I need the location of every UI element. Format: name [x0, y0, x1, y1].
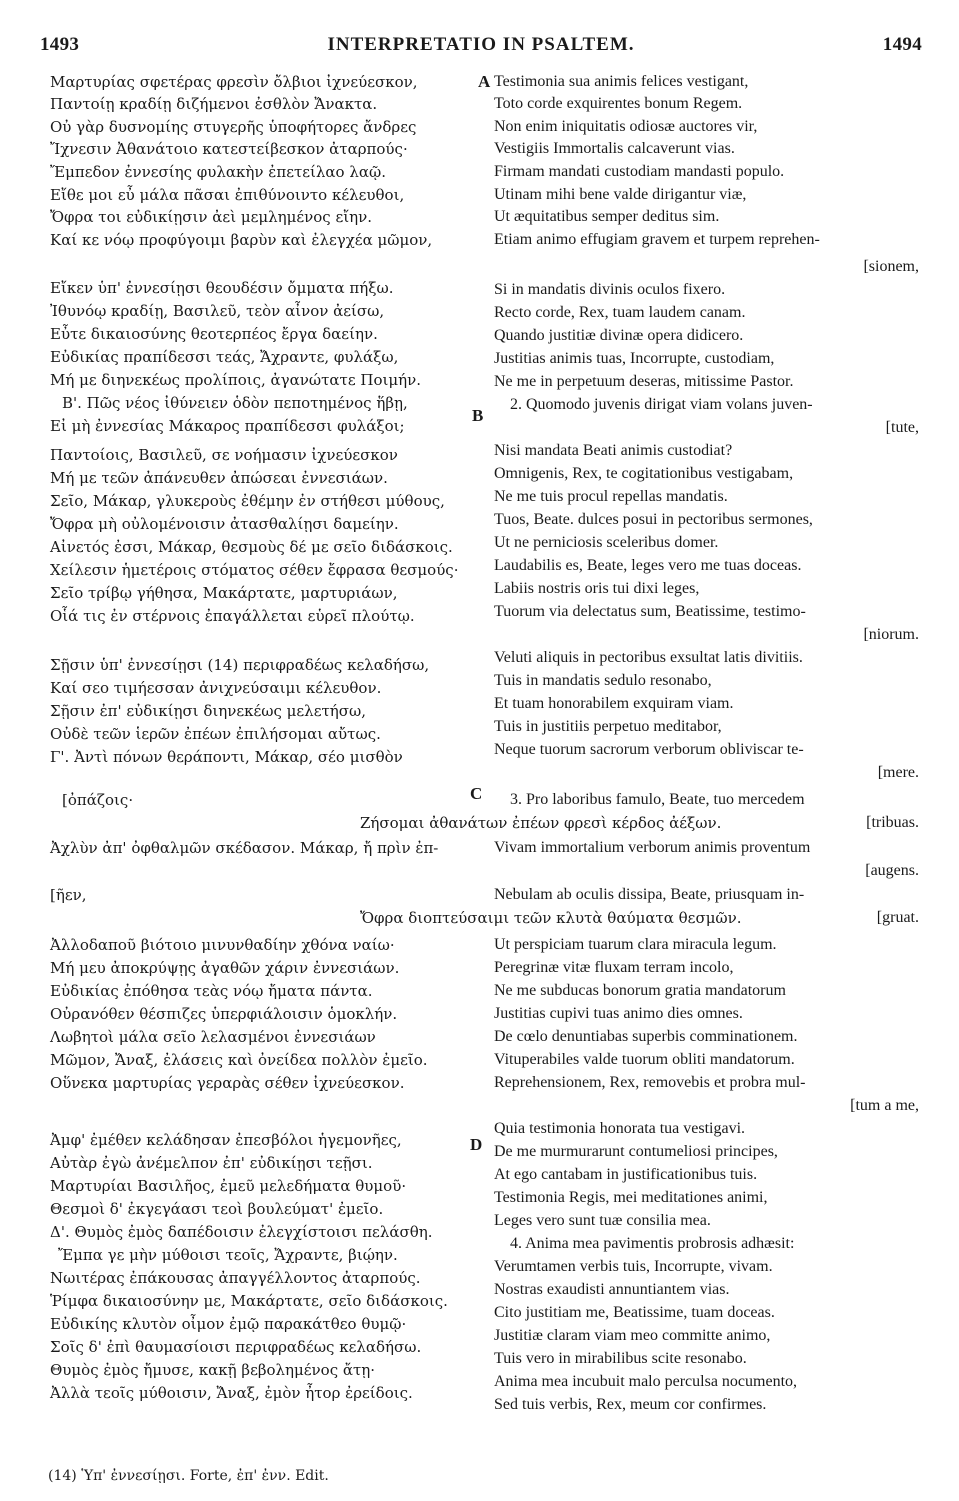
latin-line: [niorum. — [863, 626, 919, 643]
greek-line: Ζήσομαι ἀθανάτων ἐπέων φρεσὶ κέρδος ἀέξων. — [360, 814, 722, 832]
latin-line: Vestigiis Immortalis calcaverunt vias. — [494, 140, 735, 157]
margin-marker-b: B — [472, 406, 484, 425]
latin-line: [tute, — [885, 419, 919, 436]
margin-marker-c: C — [470, 784, 483, 803]
greek-line: Μή μευ ἀποκρύψῃς ἀγαθῶν χάριν ἐννεσιάων. — [50, 959, 400, 977]
latin-line: Laudabilis es, Beate, leges vero me tuas doceas. — [494, 557, 802, 574]
latin-line: Testimonia sua animis felices vestigant, — [494, 73, 749, 90]
page-number-right: 1494 — [882, 34, 922, 55]
latin-line: Etiam animo effugiam gravem et turpem reprehen- — [494, 231, 820, 248]
greek-line: Οὐ γὰρ δυσνομίης στυγερῆς ὑποφήτορες ἄνδρες — [50, 118, 417, 136]
latin-line: At ego cantabam in justificationibus tuis. — [494, 1166, 758, 1183]
latin-line: [tum a me, — [850, 1097, 919, 1114]
greek-line: Παντοίῃ κραδίῃ διζήμενοι ἐσθλὸν Ἄνακτα. — [50, 95, 378, 113]
latin-line: Firmam mandati custodiam mandasti populo. — [494, 163, 785, 180]
latin-line: Tuos, Beate. dulces posui in pectoribus sermones, — [494, 511, 813, 528]
greek-line: Καί κε νόῳ προφύγοιμι βαρὺν καὶ ἐλεγχέα μῶμον, — [50, 231, 433, 249]
latin-line: Ne me subducas bonorum gratia mandatorum — [494, 982, 786, 999]
latin-line: Ne me tuis procul repellas mandatis. — [494, 488, 728, 505]
running-title: INTERPRETATIO IN PSALTEM. — [327, 34, 635, 55]
greek-line: Μαρτυρίαι Βασιλῆος, ἐμεῦ μελεδήματα θυμοῦ· — [50, 1177, 407, 1195]
page-number-left: 1493 — [40, 34, 80, 55]
greek-line: Β'. Πῶς νέος ἰθύνειεν ὁδὸν πεποτημένος ἥβῃ, — [62, 394, 408, 412]
latin-line: Justitiæ claram viam meo committe animo, — [494, 1327, 771, 1344]
latin-line: Sed tuis verbis, Rex, meum cor confirmes. — [494, 1396, 767, 1413]
latin-line: De me murmurarunt contumeliosi principes, — [494, 1143, 778, 1160]
latin-line: Ne me in perpetuum deseras, mitissime Pastor. — [494, 373, 794, 390]
latin-line: Omnigenis, Rex, te cogitationibus vestigabam, — [494, 465, 794, 482]
greek-line: [ῆεν, — [50, 886, 87, 904]
latin-line: [tribuas. — [866, 814, 919, 831]
latin-line: Justitias cupivi tuas animo dies omnes. — [494, 1005, 743, 1022]
latin-line: [mere. — [877, 764, 919, 781]
greek-line: Οὕνεκα μαρτυρίας γεραρὰς σέθεν ἰχνεύεσκον. — [50, 1074, 405, 1092]
latin-line: Nisi mandata Beati animis custodiat? — [494, 442, 733, 459]
greek-line: Ῥίμφα δικαιοσύνην με, Μακάρτατε, σεῖο διδάσκοις. — [50, 1292, 448, 1310]
greek-line: Ἀχλὺν ἀπ' ὀφθαλμῶν σκέδασον. Μάκαρ, ἤ πρὶν ἐπ- — [50, 839, 439, 857]
greek-line: Μῶμον, Ἄναξ, ἐλάσεις καὶ ὀνείδεα πολλὸν ἐμεῖο. — [50, 1051, 428, 1069]
latin-line: Peregrinæ vitæ fluxam terram incolo, — [494, 959, 734, 976]
greek-line: Ἴχνεσιν Ἀθανάτοιο κατεστείβεσκον ἀταρπούς· — [50, 140, 408, 158]
latin-line: Anima mea incubuit malo perculsa nocumento, — [494, 1373, 798, 1390]
greek-line: Ἀμφ' ἐμέθεν κελάδησαν ἐπεσβόλοι ἡγεμονῆες, — [50, 1131, 402, 1149]
latin-line: Leges vero sunt tuæ consilia mea. — [494, 1212, 711, 1229]
greek-line: Εἴκεν ὑπ' ἐννεσίῃσι θεουδέσιν ὄμματα πήξω. — [50, 279, 394, 297]
greek-line: Σῇσιν ὑπ' ἐννεσίῃσι (14) περιφραδέως κελαδήσω, — [50, 656, 430, 674]
greek-line: Νωιτέρας ἐπάκουσας ἀπαγγέλλοντος ἀταρπούς. — [50, 1269, 421, 1287]
greek-line: Ἰθυνόῳ κραδίῃ, Βασιλεῦ, τεὸν αἶνον ἀείσω, — [50, 302, 385, 320]
greek-line: Θυμὸς ἐμὸς ἤμυσε, κακῇ βεβολημένος ἄτῃ· — [50, 1361, 376, 1379]
greek-line: Γ'. Ἀντὶ πόνων θεράποντι, Μάκαρ, σέο μισθὸν — [50, 748, 403, 766]
page-header — [40, 34, 922, 60]
latin-line: Verumtamen verbis tuis, Incorrupte, vivam. — [494, 1258, 773, 1275]
latin-line: Labiis nostris oris tui dixi leges, — [494, 580, 700, 597]
greek-line: Οὐδὲ τεῶν ἱερῶν ἐπέων ἐπιλήσομαι αὔτως. — [50, 725, 381, 743]
greek-line: Μή με τεῶν ἀπάνευθεν ἀπώσεαι ἐννεσιάων. — [50, 469, 388, 487]
greek-line: Ἔμπεδον ἐννεσίης φυλακὴν ἐπετείλαο λαῷ. — [50, 163, 386, 181]
greek-line: Ὄφρα τοι εὐδικίῃσιν ἀεὶ μεμλημένος εἴην. — [50, 208, 372, 226]
latin-line: Si in mandatis divinis oculos fixero. — [494, 281, 726, 298]
latin-line: Utinam mihi bene valde dirigantur viæ, — [494, 186, 747, 203]
greek-line: Εἰ μὴ ἐννεσίας Μάκαρος πραπίδεσσι φυλάξοι; — [50, 417, 405, 435]
greek-line: Θεσμοὶ δ' ἐκγεγάασι τεοὶ βουλεύματ' ἐμεῖο. — [50, 1200, 384, 1218]
latin-line: Vituperabiles valde tuorum obliti mandatorum. — [494, 1051, 795, 1068]
margin-marker-a: A — [478, 72, 491, 91]
latin-line: Quando justitiæ divinæ opera didicero. — [494, 327, 744, 344]
greek-line: Σεῖο τρίβῳ γήθησα, Μακάρτατε, μαρτυριάων, — [50, 584, 398, 602]
greek-line: Παντοίοις, Βασιλεῦ, σε νοήμασιν ἰχνεύεσκον — [50, 446, 398, 464]
latin-line: Vivam immortalium verborum animis proventum — [494, 839, 811, 856]
greek-line: Εὐδικίας πραπίδεσσι τεάς, Ἄχραντε, φυλάξω, — [50, 348, 399, 366]
greek-line: Καί σεο τιμήεσσαν ἀνιχνεύσαιμι κέλευθον. — [50, 679, 382, 697]
greek-line: Ἔμπα γε μὴν μύθοισι τεοῖς, Ἄχραντε, βιῴην. — [58, 1246, 398, 1264]
latin-line: [sionem, — [863, 258, 919, 275]
margin-marker-d: D — [470, 1135, 483, 1154]
greek-line: Λωβητοὶ μάλα σεῖο λελασμένοι ἐννεσιάων — [50, 1028, 376, 1046]
greek-line: Ἀλλὰ τεοῖς μύθοισιν, Ἄναξ, ἐμὸν ἦτορ ἐρείδοις. — [50, 1384, 413, 1402]
latin-line: Tuis in justitiis perpetuo meditabor, — [494, 718, 722, 735]
latin-line: 3. Pro laboribus famulo, Beate, tuo mercedem — [510, 791, 805, 808]
latin-line: Nebulam ab oculis dissipa, Beate, priusquam in- — [494, 886, 805, 903]
latin-line: Tuis vero in mirabilibus scite resonabo. — [494, 1350, 747, 1367]
latin-line: Veluti aliquis in pectoribus exsultat latis divitiis. — [494, 649, 803, 666]
latin-line: Nostras exaudisti annuntiantem vias. — [494, 1281, 730, 1298]
latin-line: Justitias animis tuas, Incorrupte, custodiam, — [494, 350, 775, 367]
greek-line: Αἰνετός ἐσσι, Μάκαρ, θεσμοὺς δέ με σεῖο διδάσκοις. — [50, 538, 453, 556]
latin-line: Quia testimonia honorata tua vestigavi. — [494, 1120, 746, 1137]
greek-line: Ὄφρα διοπτεύσαιμι τεῶν κλυτὰ θαύματα θεσμῶν. — [360, 909, 742, 927]
greek-line: Εὐδικίας ἐπόθησα τεὰς νόῳ ἤματα πάντα. — [50, 982, 373, 1000]
latin-line: Cito justitiam me, Beatissime, tuam doceas. — [494, 1304, 775, 1321]
latin-line: 4. Anima mea pavimentis probrosis adhæsit: — [510, 1235, 795, 1252]
latin-line: Ut æquitatibus semper deditus sim. — [494, 208, 720, 225]
greek-line: Σῇσιν ἐπ' εὐδικίῃσι διηνεκέως μελετήσω, — [50, 702, 366, 720]
latin-line: Toto corde exquirentes bonum Regem. — [494, 95, 743, 112]
greek-line: Ὄφρα μὴ οὐλομένοισιν ἀτασθαλίῃσι δαμείην. — [50, 515, 399, 533]
latin-line: Testimonia Regis, mei meditationes animi, — [494, 1189, 768, 1206]
footnote: (14) Ὑπ' ἐννεσίῃσι. Forte, ἐπ' ἐνν. Edit. — [48, 1468, 329, 1484]
greek-line: Οἷά τις ἐν στέρνοις ἐπαγάλλεται εὑρεῖ πλούτῳ. — [50, 607, 415, 625]
latin-line: [gruat. — [876, 909, 919, 926]
greek-line: Αὐτὰρ ἐγὼ ἀνέμελπον ἐπ' εὐδικίῃσι τεῇσι. — [50, 1154, 373, 1172]
greek-line: Δ'. Θυμὸς ἐμὸς δαπέδοισιν ἐλεγχίστοισι πελάσθη. — [50, 1223, 433, 1241]
latin-line: Recto corde, Rex, tuam laudem canam. — [494, 304, 746, 321]
latin-line: Non enim iniquitatis odiosæ auctores vir, — [494, 118, 758, 135]
greek-line: Σοῖς δ' ἐπὶ θαυμασίοισι περιφραδέως κελαδήσω. — [50, 1338, 422, 1356]
greek-line: Εἴθε μοι εὖ μάλα πᾶσαι ἐπιθύνοιντο κέλευθοι, — [50, 186, 405, 204]
greek-line: [ὀπάζοις· — [62, 791, 134, 809]
greek-line: Χείλεσιν ἡμετέροις στόματος σέθεν ἔφρασα θεσμούς· — [50, 561, 459, 579]
latin-line: 2. Quomodo juvenis dirigat viam volans juven- — [510, 396, 813, 413]
greek-line: Εὐδικίης κλυτὸν οἶμον ἐμῷ παρακάτθεο θυμῷ· — [50, 1315, 407, 1333]
latin-line: Tuorum via delectatus sum, Beatissime, testimo- — [494, 603, 806, 620]
latin-line: [augens. — [865, 862, 919, 879]
latin-line: Neque tuorum sacrorum verborum obliviscar te- — [494, 741, 804, 758]
greek-line: Μαρτυρίας σφετέρας φρεσὶν ὄλβιοι ἰχνεύεσκον, — [50, 73, 418, 91]
greek-line: Μή με διηνεκέως προλίποις, ἀγανώτατε Ποιμήν. — [50, 371, 421, 389]
greek-line: Ἀλλοδαποῦ βιότοιο μινυνθαδίην χθόνα ναίω· — [50, 936, 395, 954]
latin-line: Reprehensionem, Rex, removebis et probra mul- — [494, 1074, 806, 1091]
latin-line: Ut perspiciam tuarum clara miracula legum. — [494, 936, 777, 953]
latin-line: De cœlo denuntiabas superbis comminationem. — [494, 1028, 798, 1045]
greek-line: Οὐρανόθεν θέσπιζες ὑπερφιάλοισιν ὁμοκλήν. — [50, 1005, 398, 1023]
latin-line: Et tuam honorabilem exquiram viam. — [494, 695, 734, 712]
greek-line: Σεῖο, Μάκαρ, γλυκεροὺς ἐθέμην ἐν στήθεσι μύθους, — [50, 492, 445, 510]
greek-line: Εὖτε δικαιοσύνης θεοτερπέος ἔργα δαείην. — [50, 325, 378, 343]
latin-line: Tuis in mandatis sedulo resonabo, — [494, 672, 712, 689]
latin-line: Ut ne perniciosis sceleribus domer. — [494, 534, 719, 551]
